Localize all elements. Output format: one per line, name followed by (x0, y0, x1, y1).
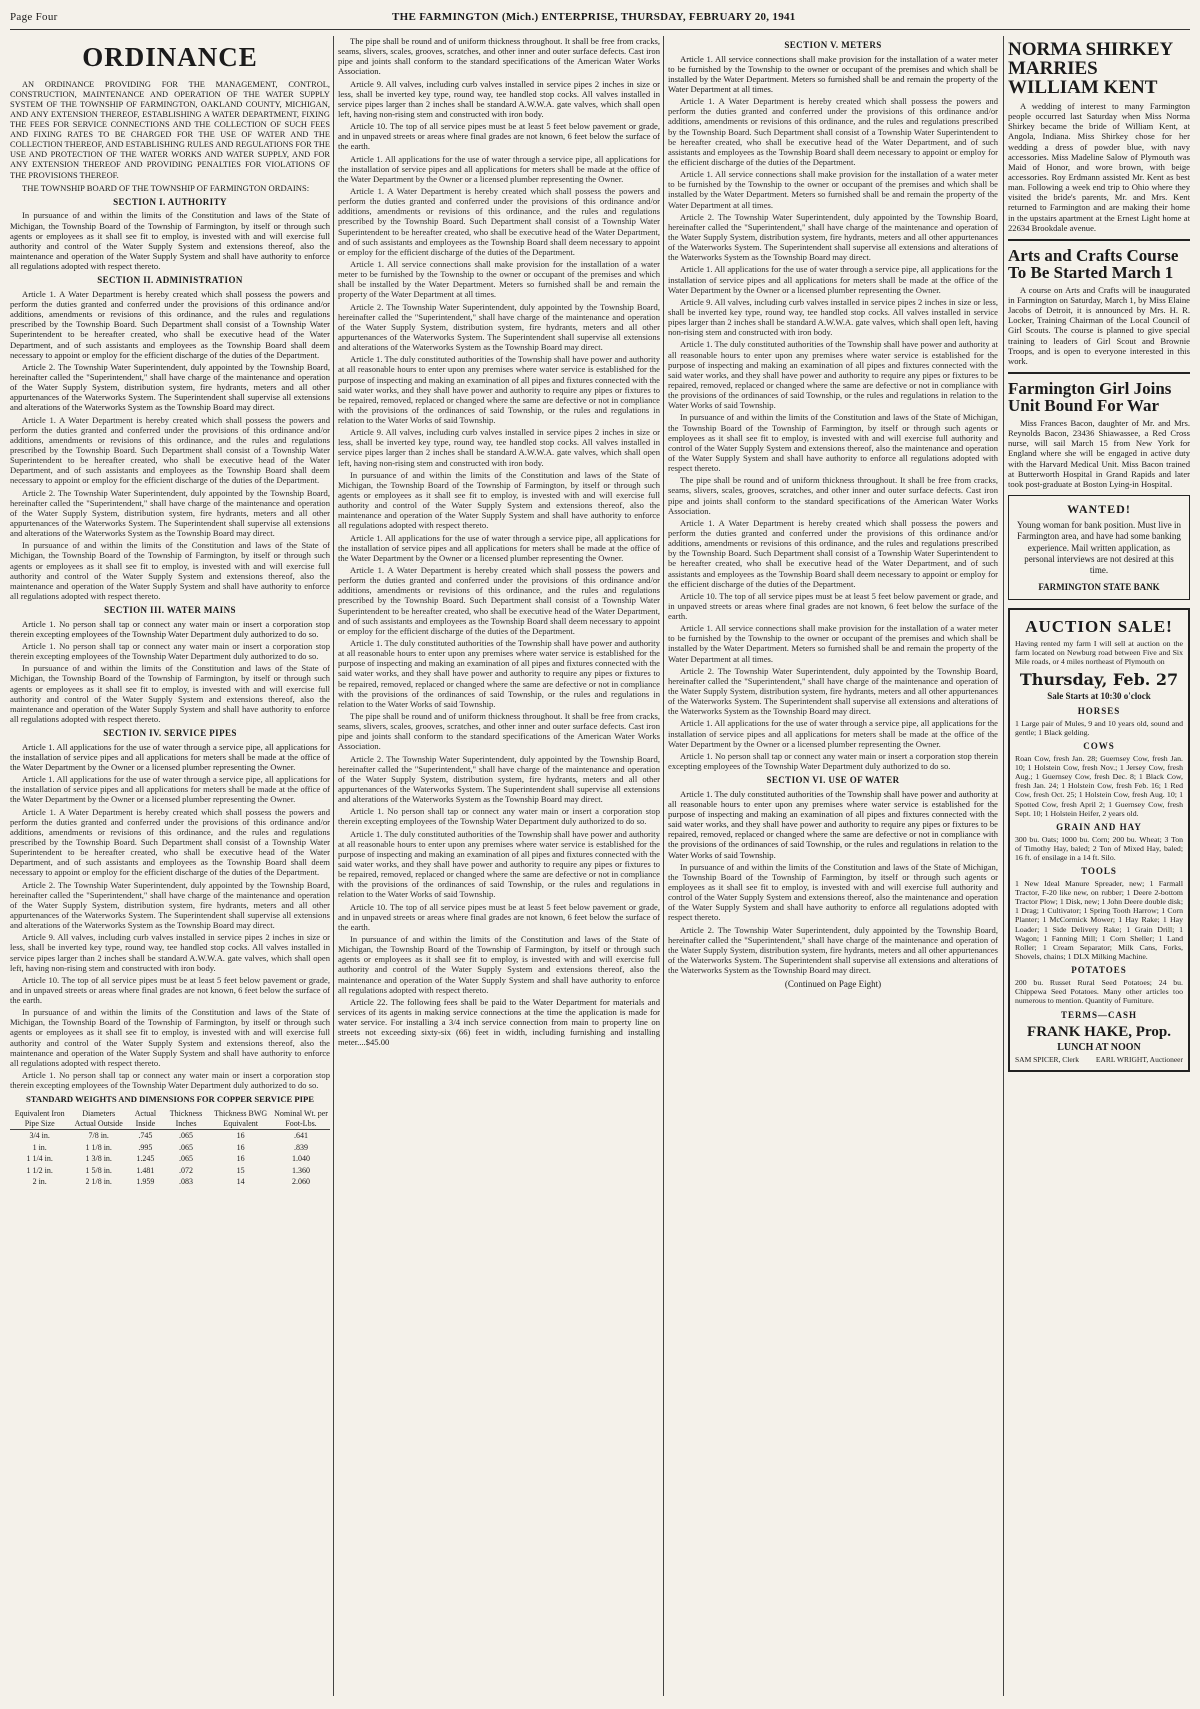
table-cell: 1 in. (32, 1142, 47, 1152)
auction-ad (1008, 608, 1190, 1072)
mid-text: The pipe shall be round and of uniform thickness throughout. It shall be free from cracks, seams, slivers, scales, grooves, scratches, and other inner and outer surface defects. Cast iron pipe and joints shall conform to the standard specifications of the American Water Works Association. (338, 36, 660, 77)
table-row (10, 1130, 330, 1142)
bacon-body: Miss Frances Bacon, daughter of Mr. and Mrs. Reynolds Bacon, 23436 Shiawassee, a Red Cross nurse, will sail March 15 from New York for England where she will be engaged in active duty with the Harvard Medical Unit. Miss Bacon trained at Butterworth Hospital in Grand Rapids and later took post-graduate at Boston Lying-in Hospital. (1008, 417, 1190, 489)
table-header: Actual Inside (128, 1108, 163, 1129)
auction-potatoes: 200 bu. Russet Rural Seed Potatoes; 24 bu. Chippewa Seed Potatoes. Many other articles too numerous to mention. Quantity of Furniture. (1015, 978, 1183, 1006)
table-cell: .995 (138, 1142, 153, 1152)
column-2: The pipe shall be round and of uniform thickness throughout. It shall be free from cracks, seams, slivers, scales, grooves, scratches, and other inner and outer surface defects. Cast iron pipe and joints shall conform to the standard specifications of the American Water Works Association. Article 9. All valves, including curb valves installed in service pipes 2 inches in size or less, shall be inverted key type, round way, tee handled stop cocks. All valves installed in service pipes larger than 2 inches shall be standard A.W.W.A. gate valves, which shall open left, having non-rising stem and constructed with iron body. Article 10. The top of all service pipes must be at least 5 feet below pavement or grade, and in unpaved streets or areas where final grades are not known, 6 feet below the surface of the earth. Article 1. All applications for the use of water through a service pipe, all applications for the installation of service pipes and all applications for meters shall be made at the office of the Water Department by the Owner or a licensed plumber representing the Owner. Article 1. A Water Department is hereby created which shall possess the powers and perform the duties granted and conferred under the provisions of this ordinance and/or additions, amendments or revisions of this ordinance, and the rules and regulations prescribed by the Township Board. Such Department shall consist of a Township Water Superintendent to be hereafter created, who shall be executive head of the Water Department, and of such assistants and employees as the Township Board shall deem necessary to appoint or employ for the efficient discharge of the duties of the Department. Article 1. All service connections shall make provision for the installation of a water meter to be furnished by the Township to the owner or occupant of the premises and which shall be installed by the Water Department. Meters so furnished shall be and remain the property of the Water Department at all times. Article 2. The Township Water Superintendent, duly appointed by the Township Board, hereinafter called the "Superintendent," shall have charge of the maintenance and operation of the Water Supply System, distribution system, fire hydrants, meters and all other appurtenances of the Waterworks System. The Superintendent shall supervise all extensions and alterations of the Waterworks System as the Township Board may direct. Article 1. The duly constituted authorities of the Township shall have power and authority at all reasonable hours to enter upon any premises where water service is established for the purpose of inspecting and making an examination of all pipes and fixtures connected with the said water works, and they shall have power and authority to require any pipes or fixtures to be repaired, removed, replaced or changed where the same are defective or not in compliance with the provisions of the ordinances of said Township, or the rules and regulations in relation to the Water Works of said Township. Article 9. All valves, including curb valves installed in service pipes 2 inches in size or less, shall be inverted key type, round way, tee handled stop cocks. All valves installed in service pipes larger than 2 inches shall be standard A.W.W.A. gate valves, which shall open left, having non-rising stem and constructed with iron body. In pursuance of and within the limits of the Constitution and laws of the State of Michigan, the Township Board of the Township of Farmington, by itself or through such agents or employees as it shall see fit to employ, is invested with and will exercise full authority and control of the Water Supply System and extensions thereof, also the maintenance and operation of the Water Supply System and shall have authority to enforce all regulations adopted with respect thereto. Article 1. All applications for the use of water through a service pipe, all applications for the installation of service pipes and all applications for meters shall be made at the office of the Water Department by the Owner or a licensed plumber representing the Owner. Article 1. A Water Department is hereby created which shall possess the powers and perform the duties granted and conferred under the provisions of this ordinance and/or additions, amendments or revisions of this ordinance, and the rules and regulations prescribed by the Township Board. Such Department shall consist of a Township Water Superintendent to be hereafter created, who shall be executive head of the Water Department, and of such assistants and employees as the Township Board shall deem necessary to appoint or employ for the efficient discharge of the duties of the Department. Article 1. The duly constituted authorities of the Township shall have power and authority at all reasonable hours to enter upon any premises where water service is established for the purpose of inspecting and making an examination of all pipes and fixtures connected with the said water works, and they shall have power and authority to require any pipes or fixtures to be repaired, removed, replaced or changed where the same are defective or not in compliance with the provisions of the ordinances of said Township, or the rules and regulations in relation to the Water Works of said Township. The pipe shall be round and of uniform thickness throughout. It shall be free from cracks, seams, slivers, scales, grooves, scratches, and other inner and outer surface defects. Cast iron pipe and joints shall conform to the standard specifications of the American Water Works Association. Article 2. The Township Water Superintendent, duly appointed by the Township Board, hereinafter called the "Superintendent," shall have charge of the maintenance and operation of the Water Supply System, distribution system, fire hydrants, meters and all other appurtenances of the Waterworks System. The Superintendent shall supervise all extensions and alterations of the Waterworks System as the Township Board may direct. Article 1. No person shall tap or connect any water main or insert a corporation stop therein excepting employees of the Township Water Department duly authorized to do so. Article 1. The duly constituted authorities of the Township shall have power and authority at all reasonable hours to enter upon any premises where water service is established for the purpose of inspecting and making an examination of all pipes and fixtures connected with the said water works, and they shall have power and authority to require any pipes or fixtures to be repaired, removed, replaced or changed where the same are defective or not in compliance with the provisions of the ordinances of said Township, or the rules and regulations in relation to the Water Works of said Township. Article 10. The top of all service pipes must be at least 5 feet below pavement or grade, and in unpaved streets or areas where final grades are not known, 6 feet below the surface of the earth. In pursuance of and within the limits of the Constitution and laws of the State of Michigan, the Township Board of the Township of Farmington, by itself or through such agents or employees as it shall see fit to employ, is invested with and will exercise full authority and control of the Water Supply System and extensions thereof, also the maintenance and operation of the Water Supply System and shall have authority to enforce all regulations adopted with respect thereto. Article 22. The following fees shall be paid to the Water Department for materials and services of its agents in making service connections at the time the application is made for water service. For installing a 3/4 inch service connection from main to property line on streets not exceeding sixty-six (66) feet in width, including furnishing and installing meter....$45.00 (338, 36, 660, 1048)
admin-text: Article 1. A Water Department is hereby created which shall possess the powers and perform the duties granted and conferred under the provisions of this ordinance and/or additions, amendments or revisions of this ordinance, and the rules and regulations prescribed by the Township Board. Such Department shall consist of a Township Water Superintendent to be hereafter created, who shall be executive head of the Water Department, and of such assistants and employees as the Township Board shall deem necessary to appoint or employ for the efficient discharge of the duties of the Department. (10, 288, 330, 360)
section-heading: SECTION VI. USE OF WATER (766, 775, 900, 786)
auction-lunch: LUNCH AT NOON (1057, 1041, 1141, 1053)
column-4 (1008, 36, 1190, 1696)
section-heading: SECTION V. METERS (784, 40, 882, 50)
auction-starts: Sale Starts at 10:30 o'clock (1047, 691, 1151, 702)
table-cell: 1.959 (136, 1177, 155, 1187)
table-cell: 2.060 (292, 1177, 311, 1187)
authority-text: In pursuance of and within the limits of the Constitution and laws of the State of Michigan, the Township Board of the Township of Farmington, by itself or through such agents or employees as it shall see fit to employ, is invested with and will exercise full authority and control of the Water Supply System and extensions thereof, also the maintenance and operation of the Water Supply System and shall have authority to enforce all regulations adopted with respect thereto. (10, 210, 330, 272)
auction-terms: TERMS—CASH (1060, 1009, 1137, 1020)
arts-body: A course on Arts and Crafts will be inaugurated in Farmington on Saturday, March 1, by Miss Elaine Jacobs of Detroit, it is announced by Mrs. H. R. Locker, Training Chairman of the Local Council of Girl Scouts. The course is planned to give special training to leaders of Girl Scout and Brownie Troops, and is open to everyone interested in this work. (1008, 284, 1190, 366)
auction-grain-heading: GRAIN AND HAY (1056, 821, 1142, 832)
column-3: SECTION V. METERS Article 1. All service connections shall make provision for the installation of a water meter to be furnished by the Township to the owner or occupant of the premises and which shall be installed by the Water Department. Meters so furnished shall be and remain the property of the Water Department at all times. Article 1. A Water Department is hereby created which shall possess the powers and perform the duties granted and conferred under the provisions of this ordinance and/or additions, amendments or revisions of this ordinance, and the rules and regulations prescribed by the Township Board. Such Department shall consist of a Township Water Superintendent to be hereafter created, who shall be executive head of the Water Department, and of such assistants and employees as the Township Board shall deem necessary to appoint or employ for the efficient discharge of the duties of the Department. Article 1. All service connections shall make provision for the installation of a water meter to be furnished by the Township to the owner or occupant of the premises and which shall be installed by the Water Department. Meters so furnished shall be and remain the property of the Water Department at all times. Article 2. The Township Water Superintendent, duly appointed by the Township Board, hereinafter called the "Superintendent," shall have charge of the maintenance and operation of the Water Supply System, distribution system, fire hydrants, meters and all other appurtenances of the Waterworks System. The Superintendent shall supervise all extensions and alterations of the Waterworks System as the Township Board may direct. Article 1. All applications for the use of water through a service pipe, all applications for the installation of service pipes and all applications for meters shall be made at the office of the Water Department by the Owner or a licensed plumber representing the Owner. Article 9. All valves, including curb valves installed in service pipes 2 inches in size or less, shall be inverted key type, round way, tee handled stop cocks. All valves installed in service pipes larger than 2 inches shall be standard A.W.W.A. gate valves, which shall open left, having non-rising stem and constructed with iron body. Article 1. The duly constituted authorities of the Township shall have power and authority at all reasonable hours to enter upon any premises where water service is established for the purpose of inspecting and making an examination of all pipes and fixtures connected with the said water works, and they shall have power and authority to require any pipes or fixtures to be repaired, removed, replaced or changed where the same are defective or not in compliance with the provisions of the ordinances of said Township, or the rules and regulations in relation to the Water Works of said Township. In pursuance of and within the limits of the Constitution and laws of the State of Michigan, the Township Board of the Township of Farmington, by itself or through such agents or employees as it shall see fit to employ, is invested with and will exercise full authority and control of the Water Supply System and extensions thereof, also the maintenance and operation of the Water Supply System and shall have authority to enforce all regulations adopted with respect thereto. The pipe shall be round and of uniform thickness throughout. It shall be free from cracks, seams, slivers, scales, grooves, scratches, and other inner and outer surface defects. Cast iron pipe and joints shall conform to the standard specifications of the American Water Works Association. Article 1. A Water Department is hereby created which shall possess the powers and perform the duties granted and conferred under the provisions of this ordinance and/or additions, amendments or revisions of this ordinance, and the rules and regulations prescribed by the Township Board. Such Department shall consist of a Township Water Superintendent to be hereafter created, who shall be executive head of the Water Department, and of such assistants and employees as the Township Board shall deem necessary to appoint or employ for the efficient discharge of the duties of the Department. Article 10. The top of all service pipes must be at least 5 feet below pavement or grade, and in unpaved streets or areas where final grades are not known, 6 feet below the surface of the earth. Article 1. All service connections shall make provision for the installation of a water meter to be furnished by the Township to the owner or occupant of the premises and which shall be installed by the Water Department. Meters so furnished shall be and remain the property of the Water Department at all times. Article 2. The Township Water Superintendent, duly appointed by the Township Board, hereinafter called the "Superintendent," shall have charge of the maintenance and operation of the Water Supply System, distribution system, fire hydrants, meters and all other appurtenances of the Waterworks System. The Superintendent shall supervise all extensions and alterations of the Waterworks System as the Township Board may direct. Article 1. All applications for the use of water through a service pipe, all applications for the installation of service pipes and all applications for meters shall be made at the office of the Water Department by the Owner or a licensed plumber representing the Owner. Article 1. No person shall tap or connect any water main or insert a corporation stop therein excepting employees of the Township Water Department duly authorized to do so. SECTION VI. USE OF WATER Article 1. The duly constituted authorities of the Township shall have power and authority at all reasonable hours to enter upon any premises where water service is established for the purpose of inspecting and making an examination of all pipes and fixtures connected with the said water works, and they shall have power and authority to require any pipes or fixtures to be repaired, removed, replaced or changed where the same are defective or not in compliance with the provisions of the ordinances of said Township, or the rules and regulations in relation to the Water Works of said Township. In pursuance of and within the limits of the Constitution and laws of the State of Michigan, the Township Board of the Township of Farmington, by itself or through such agents or employees as it shall see fit to employ, is invested with and will exercise full authority and control of the Water Supply System and extensions thereof, also the maintenance and operation of the Water Supply System and shall have authority to enforce all regulations adopted with respect thereto. Article 2. The Township Water Superintendent, duly appointed by the Township Board, hereinafter called the "Superintendent," shall have charge of the maintenance and operation of the Water Supply System, distribution system, fire hydrants, meters and all other appurtenances of the Waterworks System. The Superintendent shall supervise all extensions and alterations of the Waterworks System as the Township Board may direct. (Continued on Page Eight) (668, 40, 998, 990)
table-cell: 16 (236, 1154, 245, 1164)
auction-day: Thursday, Feb. 27 (1019, 669, 1179, 689)
auction-signatures (1015, 1056, 1183, 1065)
use-text: Article 1. The duly constituted authorities of the Township shall have power and authority at all reasonable hours to enter upon any premises where water service is established for the purpose of inspecting and making an examination of all pipes and fixtures connected with the said water works, and they shall have power and authority to require any pipes or fixtures to be repaired, removed, replaced or changed where the same are defective or not in compliance with the provisions of the ordinances of said Township, or the rules and regulations in relation to the Water Works of said Township. (668, 788, 998, 860)
auction-horses: 1 Large pair of Mules, 9 and 10 years old, sound and gentle; 1 Black gelding. (1015, 718, 1183, 737)
table-cell: 1 1/4 in. (26, 1154, 53, 1164)
table-cell: .065 (179, 1154, 194, 1164)
page-label: Page Four (10, 10, 58, 23)
table-row (10, 1142, 330, 1153)
auction-clerk: SAM SPICER, Clerk (1015, 1054, 1079, 1064)
table-header: Nominal Wt. per Foot-Lbs. (272, 1108, 330, 1129)
table-cell: 2 1/8 in. (85, 1177, 112, 1187)
divider (1008, 239, 1190, 241)
wanted-body: Young woman for bank position. Must live in Farmington area, and have had some banking experience. Mail written application, as personal interviews are not desired at this time. (1016, 520, 1182, 576)
service-text: Article 1. All applications for the use of water through a service pipe, all applications for the installation of service pipes and all applications for meters shall be made at the office of the Water Department by the Owner or a licensed plumber representing the Owner. (10, 741, 330, 772)
wanted-title: WANTED! (1067, 501, 1131, 516)
fee-text: Article 22. The following fees shall be paid to the Water Department for materials and services of its agents in making service connections at the time the application is made for water service. For installing a 3/4 inch service connection from main to property line on streets not exceeding sixty-six (66) feet in width, including furnishing and installing meter....$45.00 (338, 996, 660, 1048)
table-cell: 1 5/8 in. (85, 1165, 112, 1175)
paper-title: THE FARMINGTON (Mich.) ENTERPRISE, THURSDAY, FEBRUARY 20, 1941 (392, 10, 796, 23)
table-cell: .083 (179, 1177, 194, 1187)
table-header: Thickness BWG Equivalent (209, 1108, 272, 1129)
auction-proprietor: FRANK HAKE, Prop. (1027, 1024, 1171, 1041)
mid-text-3: Article 10. The top of all service pipes must be at least 5 feet below pavement or grade, and in unpaved streets or areas where final grades are not known, 6 feet below the surface of the earth. (338, 121, 660, 152)
auction-cows-heading: COWS (1083, 741, 1115, 752)
table-header: Equivalent Iron Pipe Size (10, 1108, 69, 1129)
table-cell: .065 (179, 1131, 194, 1141)
table-row (10, 1165, 330, 1176)
auction-tools: 1 New Ideal Manure Spreader, new; 1 Farmall Tractor, F-20 like new, on rubber; 1 Deere 2-bottom Tractor Plow; 1 Disk, new; 1 John Deere double disk; 1 Drag; 1 Cultivator; 1 Spring Tooth Harrow; 1 Corn Planter; 1 McCormick Mower; 1 Hay Rake; 1 Hay Loader; 1 Side Delivery Rake; 1 Grain Drill; 1 Wagon; 1 Fanning Mill; 1 Corn Sheller; 1 Land Roller; 1 Cream Separator; Milk Cans, Forks, Shovels, chains; 1 DLX Milking Machine. (1015, 878, 1183, 962)
section-heading: SECTION II. ADMINISTRATION (97, 275, 243, 286)
arts-headline: Arts and Crafts Course To Be Started March 1 (1008, 245, 1179, 282)
auction-intro: Having rented my farm I will sell at auction on the farm located on Newburg road between Five and Six Mile roads, or 4 miles northeast of Plymouth on (1015, 639, 1183, 667)
continued-note: (Continued on Page Eight) (784, 979, 882, 990)
auction-title: AUCTION SALE! (1025, 616, 1173, 636)
table-cell: 14 (236, 1177, 245, 1187)
table-header: Diameters Actual Outside (69, 1108, 128, 1129)
bacon-headline: Farmington Girl Joins Unit Bound For War (1008, 378, 1172, 415)
table-row (10, 1176, 330, 1187)
wanted-ad (1008, 495, 1190, 600)
table-cell: 1 3/8 in. (85, 1154, 112, 1164)
table-cell: 16 (236, 1131, 245, 1141)
body-filler: Article 1. A Water Department is hereby created which shall possess the powers and perform the duties granted and conferred under the provisions of this ordinance and/or additions, amendments or revisions of this ordinance, and the rules and regulations prescribed by the Township Board. Such Department shall consist of a Township Water Superintendent to be hereafter created, who shall be executive head of the Water Department, and of such assistants and employees as the Township Board shall deem necessary to appoint or employ for the efficient discharge of the duties of the Department. Article 2. The Township Water Superintendent, duly appointed by the Township Board, hereinafter called the "Superintendent," shall have charge of the maintenance and operation of the Water Supply System, distribution system, fire hydrants, meters and all other appurtenances of the Waterworks System. The Superintendent shall supervise all extensions and alterations of the Waterworks System as the Township Board may direct. In pursuance of and within the limits of the Constitution and laws of the State of Michigan, the Township Board of the Township of Farmington, by itself or through such agents or employees as it shall see fit to employ, is invested with and will exercise full authority and control of the Water Supply System and extensions thereof, also the maintenance and operation of the Water Supply System and shall have authority to enforce all regulations adopted with respect thereto. (10, 414, 330, 601)
column-rule (1003, 36, 1004, 1696)
auction-grain: 300 bu. Oats; 1000 bu. Corn; 200 bu. Wheat; 3 Ton of Timothy Hay, baled; 2 Ton of Mixed Hay, baled; 16 ft. of ensilage in a 14 ft. Silo. (1015, 834, 1183, 862)
table-cell: 16 (236, 1142, 245, 1152)
table-cell: .745 (138, 1131, 153, 1141)
section-heading: SECTION IV. SERVICE PIPES (103, 728, 237, 739)
table-cell: .072 (179, 1165, 194, 1175)
mid-text-2: Article 9. All valves, including curb valves installed in service pipes 2 inches in size or less, shall be inverted key type, round way, tee handled stop cocks. All valves installed in service pipes larger than 2 inches shall be standard A.W.W.A. gate valves, which shall open left, having non-rising stem and constructed with iron body. (338, 78, 660, 119)
divider (1008, 372, 1190, 374)
ordinance-ordains: THE TOWNSHIP BOARD OF THE TOWNSHIP OF FARMINGTON ORDAINS: (22, 182, 310, 193)
auction-cows: Roan Cow, fresh Jan. 28; Guernsey Cow, fresh Jan. 10; 1 Holstein Cow, fresh Nov.; 1 Jersey Cow, fresh Aug.; 1 Guernsey Cow, fresh Dec. 8; 1 Black Cow, fresh Jan. 24; 1 Holstein Cow, fresh Feb. 16; 1 Red Cow, fresh Oct. 25; 1 Holstein Cow, fresh Aug. 10; 1 Spotted Cow, fresh April 2; 1 Guernsey Cow, fresh Sept. 10; 1 Holstein Heifer, 2 years old. (1015, 753, 1183, 818)
ordinance-title: ORDINANCE (82, 42, 258, 72)
table-cell: 1.245 (136, 1154, 155, 1164)
masthead (10, 4, 1190, 30)
table-cell: 15 (236, 1165, 245, 1175)
table-cell: .065 (179, 1142, 194, 1152)
admin-text-2: Article 2. The Township Water Superintendent, duly appointed by the Township Board, hereinafter called the "Superintendent," shall have charge of the maintenance and operation of the Water Supply System, distribution system, fire hydrants, meters and all other appurtenances of the Waterworks System. The Superintendent shall supervise all extensions and alterations of the Waterworks System as the Township Board may direct. (10, 361, 330, 413)
section-heading: SECTION III. WATER MAINS (104, 605, 236, 616)
table-cell: 2 in. (32, 1177, 47, 1187)
table-row (10, 1153, 330, 1164)
section-heading: SECTION I. AUTHORITY (113, 196, 227, 207)
table-cell: .641 (294, 1131, 309, 1141)
column-rule (333, 36, 334, 1696)
table-cell: 1 1/8 in. (85, 1142, 112, 1152)
mains-text: Article 1. No person shall tap or connect any water main or insert a corporation stop therein excepting employees of the Township Water Department duly authorized to do so. (10, 618, 330, 639)
table-cell: .839 (294, 1142, 309, 1152)
copper-pipe-table (10, 1108, 330, 1187)
table-header: Thickness Inches (163, 1108, 209, 1129)
auction-horses-heading: HORSES (1077, 706, 1121, 717)
table-cell: 1.481 (136, 1165, 155, 1175)
table-cell: 1.040 (292, 1154, 311, 1164)
table-title: STANDARD WEIGHTS AND DIMENSIONS FOR COPPER SERVICE PIPE (25, 1094, 315, 1105)
table-cell: 7/8 in. (88, 1131, 109, 1141)
column-rule (663, 36, 664, 1696)
meters-text: Article 1. All service connections shall make provision for the installation of a water meter to be furnished by the Township to the owner or occupant of the premises and which shall be installed by the Water Department. Meters so furnished shall be and remain the property of the Water Department at all times. (668, 53, 998, 95)
table-cell: 1 1/2 in. (26, 1165, 53, 1175)
auction-auctioneer: EARL WRIGHT, Auctioneer (1095, 1054, 1183, 1064)
wedding-headline: NORMA SHIRKEY MARRIES WILLIAM KENT (1008, 39, 1173, 98)
auction-potatoes-heading: POTATOES (1071, 965, 1127, 976)
ordinance-preamble: AN ORDINANCE PROVIDING FOR THE MANAGEMENT, CONTROL, CONSTRUCTION, MAINTENANCE AND OPERATION OF THE WATER SUPPLY SYSTEM OF THE TOWNSHIP OF FARMINGTON, OAKLAND COUNTY, MICHIGAN, AND ANY EXTENSION THEREOF, ESTABLISHING A WATER DEPARTMENT, FIXING THE FEES FOR SERVICE CONNECTIONS AND THE COLLECTION OF SUCH FEES AND FIXING RATES TO BE CHARGED FOR THE USE OF WATER AND THE COLLECTION THEREOF, AND ESTABLISHING RULES AND REGULATIONS FOR THE USE AND PROTECTION OF THE WATER WORKS AND WATER SUPPLY, AND FOR ANY EXTENSION THEREOF AND PROVIDING PENALTIES FOR VIOLATIONS OF THE PROVISIONS THEREOF. (10, 79, 330, 180)
wedding-body: A wedding of interest to many Farmington people occurred last Saturday when Miss Norma Shirkey became the bride of William Kent, at Angola, Indiana. Miss Shirkey chose for her wedding a dress of powder blue, with navy accessories. Miss Madeline Salow of Plymouth was Maid of Honor, and wore brown, with beige accessories. Roy Erdmann assisted Mr. Kent as best man. Following a week end trip to Ohio where they visited the bride's parents, Mr. and Mrs. Kent returned to Farmington and are making their home in the upstairs apartment at the Ernest Light home at 22634 Brookdale avenue. (1008, 101, 1190, 233)
column-1: ORDINANCE AN ORDINANCE PROVIDING FOR THE MANAGEMENT, CONTROL, CONSTRUCTION, MAINTENANCE AND OPERATION OF THE WATER SUPPLY SYSTEM OF THE TOWNSHIP OF FARMINGTON, OAKLAND COUNTY, MICHIGAN, AND ANY EXTENSION THEREOF, ESTABLISHING A WATER DEPARTMENT, FIXING THE FEES FOR SERVICE CONNECTIONS AND THE COLLECTION OF SUCH FEES AND FIXING RATES TO BE CHARGED FOR THE USE OF WATER AND THE COLLECTION THEREOF, AND ESTABLISHING RULES AND REGULATIONS FOR THE USE AND PROTECTION OF THE WATER WORKS AND WATER SUPPLY, AND FOR ANY EXTENSION THEREOF AND PROVIDING PENALTIES FOR VIOLATIONS OF THE PROVISIONS THEREOF. THE TOWNSHIP BOARD OF THE TOWNSHIP OF FARMINGTON ORDAINS: SECTION I. AUTHORITY In pursuance of and within the limits of the Constitution and laws of the State of Michigan, the Township Board of the Township of Farmington, by itself or through such agents or employees as it shall see fit to employ, is invested with and will exercise full authority and control of the Water Supply System and extensions thereof, also the maintenance and operation of the Water Supply System and shall have authority to enforce all regulations adopted with respect thereto. SECTION II. ADMINISTRATION Article 1. A Water Department is hereby created which shall possess the powers and perform the duties granted and conferred under the provisions of this ordinance and/or additions, amendments or revisions of this ordinance, and the rules and regulations prescribed by the Township Board. Such Department shall consist of a Township Water Superintendent to be hereafter created, who shall be executive head of the Water Department, and of such assistants and employees as the Township Board shall deem necessary to appoint or employ for the efficient discharge of the duties of the Department. Article 2. The Township Water Superintendent, duly appointed by the Township Board, hereinafter called the "Superintendent," shall have charge of the maintenance and operation of the Water Supply System, distribution system, fire hydrants, meters and all other appurtenances of the Waterworks System. The Superintendent shall supervise all extensions and alterations of the Waterworks System as the Township Board may direct. Article 1. A Water Department is hereby created which shall possess the powers and perform the duties granted and conferred under the provisions of this ordinance and/or additions, amendments or revisions of this ordinance, and the rules and regulations prescribed by the Township Board. Such Department shall consist of a Township Water Superintendent to be hereafter created, who shall be executive head of the Water Department, and of such assistants and employees as the Township Board shall deem necessary to appoint or employ for the efficient discharge of the duties of the Department. Article 2. The Township Water Superintendent, duly appointed by the Township Board, hereinafter called the "Superintendent," shall have charge of the maintenance and operation of the Water Supply System, distribution system, fire hydrants, meters and all other appurtenances of the Waterworks System. The Superintendent shall supervise all extensions and alterations of the Waterworks System as the Township Board may direct. In pursuance of and within the limits of the Constitution and laws of the State of Michigan, the Township Board of the Township of Farmington, by itself or through such agents or employees as it shall see fit to employ, is invested with and will exercise full authority and control of the Water Supply System and extensions thereof, also the maintenance and operation of the Water Supply System and shall have authority to enforce all regulations adopted with respect thereto. SECTION III. WATER MAINS Article 1. No person shall tap or connect any water main or insert a corporation stop therein excepting employees of the Township Water Department duly authorized to do so. Article 1. No person shall tap or connect any water main or insert a corporation stop therein excepting employees of the Township Water Department duly authorized to do so. In pursuance of and within the limits of the Constitution and laws of the State of Michigan, the Township Board of the Township of Farmington, by itself or through such agents or employees as it shall see fit to employ, is invested with and will exercise full authority and control of the Water Supply System and extensions thereof, also the maintenance and operation of the Water Supply System and shall have authority to enforce all regulations adopted with respect thereto. SECTION IV. SERVICE PIPES Article 1. All applications for the use of water through a service pipe, all applications for the installation of service pipes and all applications for meters shall be made at the office of the Water Department by the Owner or a licensed plumber representing the Owner. Article 1. All applications for the use of water through a service pipe, all applications for the installation of service pipes and all applications for meters shall be made at the office of the Water Department by the Owner or a licensed plumber representing the Owner. Article 1. A Water Department is hereby created which shall possess the powers and perform the duties granted and conferred under the provisions of this ordinance and/or additions, amendments or revisions of this ordinance, and the rules and regulations prescribed by the Township Board. Such Department shall consist of a Township Water Superintendent to be hereafter created, who shall be executive head of the Water Department, and of such assistants and employees as the Township Board shall deem necessary to appoint or employ for the efficient discharge of the duties of the Department. Article 2. The Township Water Superintendent, duly appointed by the Township Board, hereinafter called the "Superintendent," shall have charge of the maintenance and operation of the Water Supply System, distribution system, fire hydrants, meters and all other appurtenances of the Waterworks System. The Superintendent shall supervise all extensions and alterations of the Waterworks System as the Township Board may direct. Article 9. All valves, including curb valves installed in service pipes 2 inches in size or less, shall be inverted key type, round way, tee handled stop cocks. All valves installed in service pipes larger than 2 inches shall be standard A.W.W.A. gate valves, which shall open left, having non-rising stem and constructed with iron body. Article 10. The top of all service pipes must be at least 5 feet below pavement or grade, and in unpaved streets or areas where final grades are not known, 6 feet below the surface of the earth. In pursuance of and within the limits of the Constitution and laws of the State of Michigan, the Township Board of the Township of Farmington, by itself or through such agents or employees as it shall see fit to employ, is invested with and will exercise full authority and control of the Water Supply System and extensions thereof, also the maintenance and operation of the Water Supply System and shall have authority to enforce all regulations adopted with respect thereto. Article 1. No person shall tap or connect any water main or insert a corporation stop therein excepting employees of the Township Water Department duly authorized to do so. STANDARD WEIGHTS AND DIMENSIONS FOR COPPER SERVICE PIPE Equivalent Iron Pipe Size Diameters Actual Outside Actual Inside Thickness Inches Thickness BWG Equivalent Nominal Wt. per Foot-Lbs. 3/4 in. 7/8 in. .745 .065 16 .641 1 in. 1 1/8 in. .995 .065 16 .839 1 1/4 in. 1 3/8 in. 1.245 .065 16 1.040 1 1/2 in. 1 5/8 in. 1.481 .072 15 1.360 2 in. 2 1/8 in. 1.959 .083 14 2.060 (10, 42, 330, 1187)
table-cell: 3/4 in. (29, 1131, 50, 1141)
auction-tools-heading: TOOLS (1081, 866, 1117, 877)
wanted-bank: FARMINGTON STATE BANK (1038, 582, 1160, 593)
table-cell: 1.360 (292, 1165, 311, 1175)
